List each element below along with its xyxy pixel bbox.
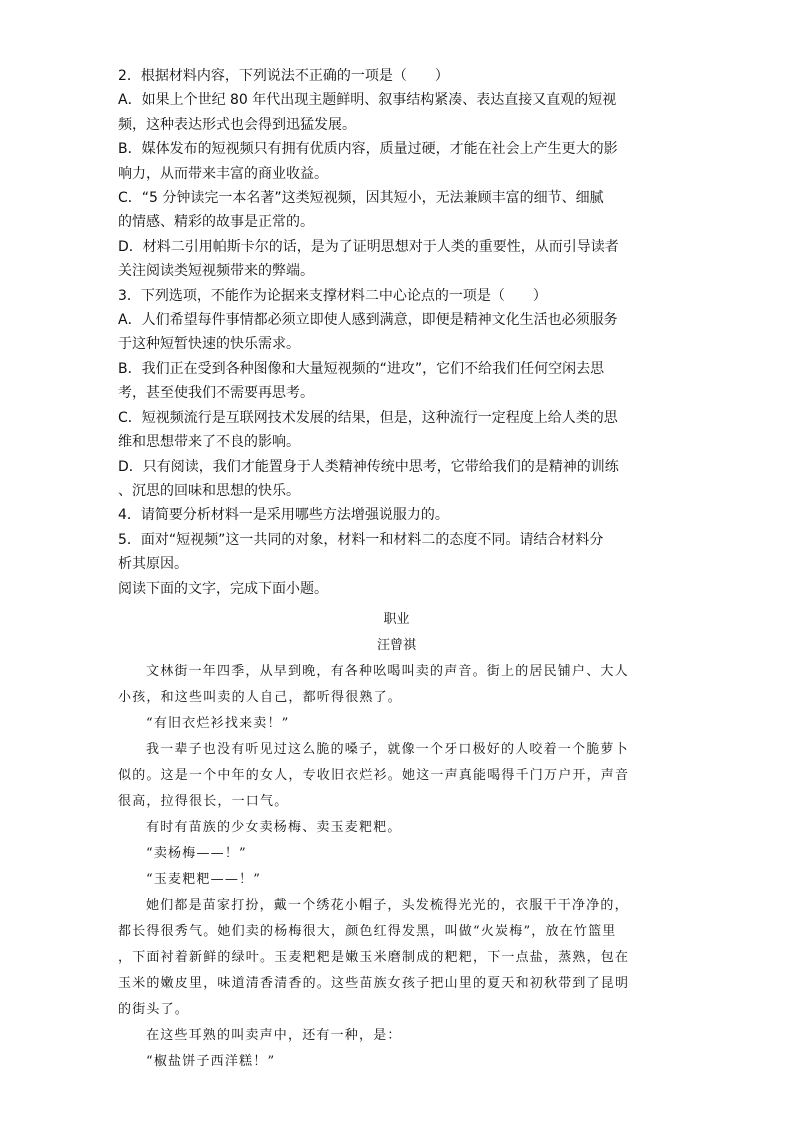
question-line: 频，这种表达形式也会得到迅猛发展。 (118, 116, 356, 133)
story-line: 的街头了。 (118, 1001, 190, 1017)
story-line: “卖杨梅——！” (146, 845, 247, 861)
question-line: 4．请简要分析材料一是采用哪些方法增强说服力的。 (118, 507, 449, 524)
story-line: ，下面衬着新鲜的绿叶。玉麦粑粑是嫩玉米磨制成的粑粑，下一点盐，蒸熟，包在 (118, 949, 630, 965)
story-line: “玉麦粑粑——！” (146, 871, 262, 887)
question-line: 、沉思的回味和思想的快乐。 (118, 482, 300, 499)
story-line: “椒盐饼子西洋糕！” (146, 1053, 276, 1069)
question-line: 5．面对“短视频”这一共同的对象，材料一和材料二的态度不同。请结合材料分 (118, 531, 604, 548)
question-line: C．“5 分钟读完一本名著”这类短视频，因其短小，无法兼顾丰富的细节、细腻 (118, 190, 604, 207)
story-line: 似的。这是一个中年的女人，专收旧衣烂衫。她这一声真能喝得千门万户开，声音 (118, 767, 630, 783)
question-line: 于这种短暂快速的快乐需求。 (118, 336, 300, 353)
story-line: 小孩，和这些叫卖的人自己，都听得很熟了。 (118, 689, 403, 705)
question-line: 考，甚至使我们不需要再思考。 (118, 385, 314, 402)
question-line: 2．根据材料内容，下列说法不正确的一项是（ ） (118, 68, 449, 84)
question-line: A．如果上个世纪 80 年代出现主题鲜明、叙事结构紧凑、表达直接又直观的短视 (118, 92, 617, 109)
question-line: D．只有阅读，我们才能置身于人类精神传统中思考，它带给我们的是精神的训练 (118, 458, 619, 475)
story-line: 她们都是苗家打扮，戴一个绣花小帽子，头发梳得光光的，衣服干干净净的， (146, 897, 629, 913)
question-line: 析其原因。 (118, 556, 188, 573)
story-section (118, 607, 675, 1075)
story-line: “有旧衣烂衫找来卖！” (146, 715, 290, 731)
story-author: 汪曾祺 (376, 637, 416, 653)
story-body (118, 659, 675, 1075)
question-line: B．我们正在受到各种图像和大量短视频的“进攻”，它们不给我们任何空闲去思 (118, 360, 605, 377)
story-line: 都长得很秀气。她们卖的杨梅很大，颜色红得发黑，叫做“火炭梅”，放在竹篮里 (118, 923, 617, 939)
question-line: 阅读下面的文字，完成下面小题。 (118, 580, 328, 597)
question-line: 关注阅读类短视频带来的弊端。 (118, 263, 314, 280)
story-line: 文林街一年四季，从早到晚，有各种吆喝叫卖的声音。街上的居民铺户、大人 (146, 663, 629, 679)
question-line: B．媒体发布的短视频只有拥有优质内容，质量过硬，才能在社会上产生更大的影 (118, 141, 618, 158)
story-line: 玉米的嫩皮里，味道清香清香的。这些苗族女孩子把山里的夏天和初秋带到了昆明 (118, 975, 630, 991)
question-section (118, 64, 675, 601)
question-line: 维和思想带来了不良的影响。 (118, 434, 300, 451)
story-line: 很高，拉得很长，一口气。 (118, 793, 289, 809)
story-line: 在这些耳熟的叫卖声中，还有一种，是： (146, 1027, 402, 1043)
question-line: C．短视频流行是互联网技术发展的结果，但是，这种流行一定程度上给人类的思 (118, 409, 618, 426)
story-line: 有时有苗族的少女卖杨梅、卖玉麦粑粑。 (146, 819, 402, 835)
question-line: D．材料二引用帕斯卡尔的话，是为了证明思想对于人类的重要性，从而引导读者 (118, 238, 619, 255)
question-line: 响力，从而带来丰富的商业收益。 (118, 165, 328, 182)
question-line: 3．下列选项，不能作为论据来支撑材料二中心论点的一项是（ ） (118, 287, 547, 304)
story-line: 我一辈子也没有听见过这么脆的嗓子，就像一个牙口极好的人咬着一个脆萝卜 (146, 741, 629, 757)
question-line: A．人们希望每件事情都必须立即使人感到满意，即便是精神文化生活也必须服务 (118, 312, 618, 329)
story-title: 职业 (383, 611, 410, 627)
question-line: 的情感、精彩的故事是正常的。 (118, 214, 314, 231)
